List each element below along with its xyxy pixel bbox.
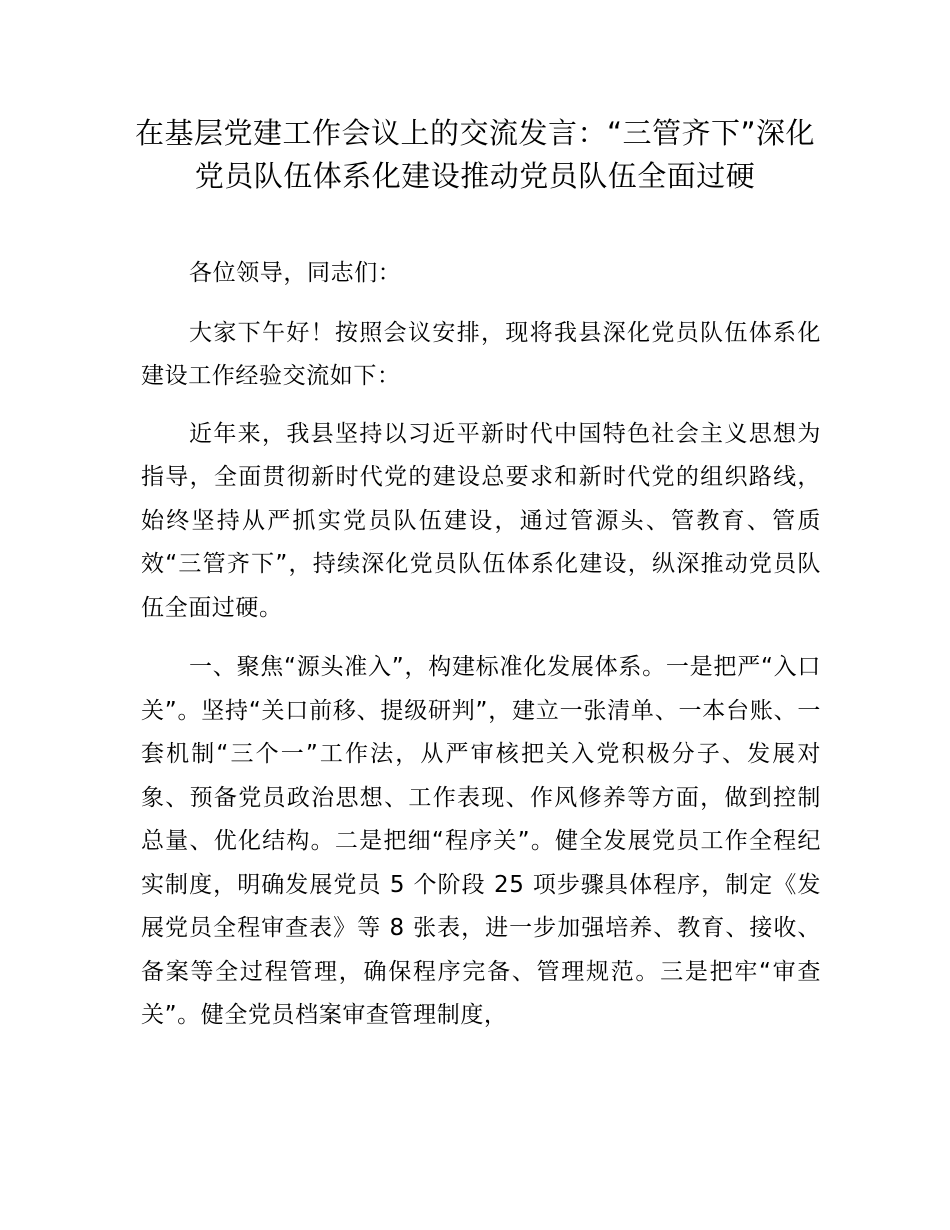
paragraph-intro: 大家下午好！按照会议安排，现将我县深化党员队伍体系化建设工作经验交流如下： xyxy=(141,319,821,389)
document-body xyxy=(141,252,821,1058)
paragraph-section-one: 一、聚焦“源头准入”，构建标准化发展体系。一是把严“入口关”。坚持“关口前移、提级研判”，建立一张清单、一本台账、一套机制“三个一”工作法，从严审核把关入党积极分子、发展对象、预备党员政治思想、工作表现、作风修养等方面，做到控制总量、优化结构。二是把细“程序关”。健全发展党员工作全程纪实制度，明确发展党员 5 个阶段 25 项步骤具体程序，制定《发展党员全程审查表》等 8 张表，进一步加强培养、教育、接收、备案等全过程管理，确保程序完备、管理规范。三是把牢“审查关”。健全党员档案审查管理制度， xyxy=(141,654,821,1028)
paragraph-overview: 近年来，我县坚持以习近平新时代中国特色社会主义思想为指导，全面贯彻新时代党的建设总要求和新时代党的组织路线，始终坚持从严抓实党员队伍建设，通过管源头、管教育、管质效“三管齐下”，持续深化党员队伍体系化建设，纵深推动党员队伍全面过硬。 xyxy=(141,420,821,621)
document-title: 在基层党建工作会议上的交流发言：“三管齐下”深化党员队伍体系化建设推动党员队伍全面过硬 xyxy=(134,116,816,193)
greeting: 各位领导，同志们： xyxy=(189,260,402,286)
